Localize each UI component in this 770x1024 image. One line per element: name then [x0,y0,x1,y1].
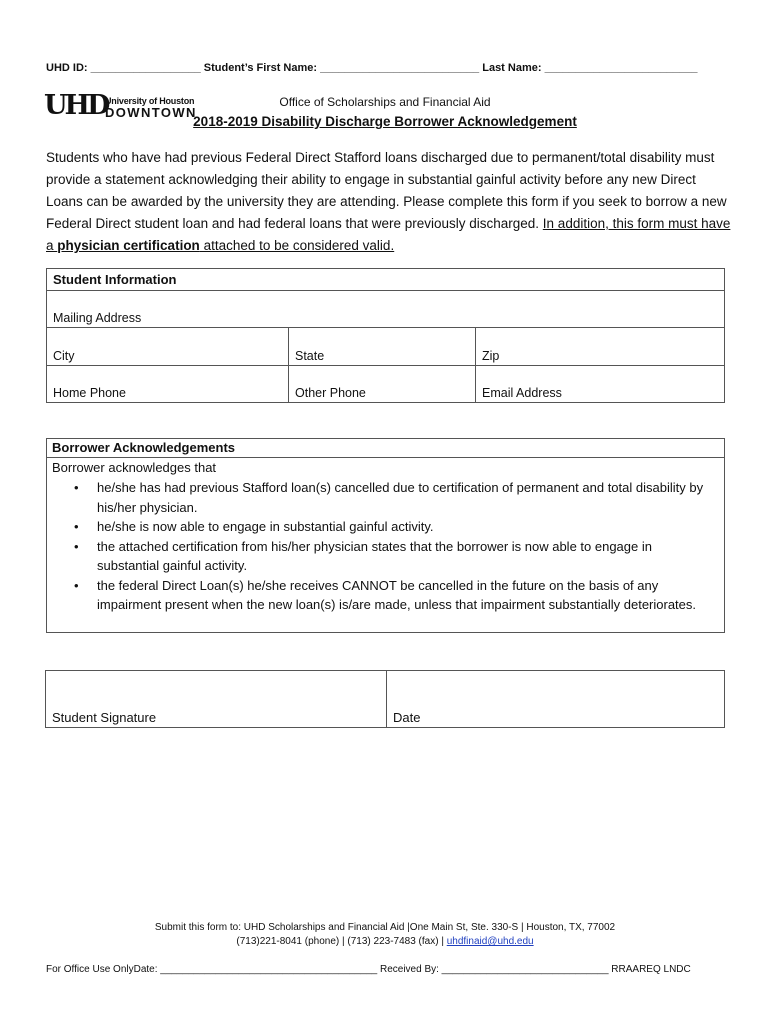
list-item: • he/she has had previous Stafford loan(s) cancelled due to certification of permanent and total disability by his/her physician. [74,480,704,515]
intro-text: Students who have had previous Federal Direct Stafford loans discharged due to permanent/total disability must provide a statement acknowledging their ability to engage in substantial gainful activity before any new Direct Loans can be awarded by the university they are attending. Please complete this form if you seek to borrow a new Federal Direct student loan and had federal loans that were previously discharged. [46,150,727,231]
contact-line [0,936,770,947]
divider [46,365,725,366]
divider [46,327,725,328]
student-signature-field[interactable]: Student Signature [52,710,157,725]
other-phone-field[interactable]: Other Phone [295,386,366,400]
intro-underlined-notice: In addition, this form must have a physician certification attached to be considered valid. [46,216,731,253]
student-info-table [46,268,725,403]
bullet-icon: • [74,480,79,495]
divider [46,457,725,458]
divider [475,327,476,403]
intro-paragraph [46,147,736,257]
mailing-address-field[interactable]: Mailing Address [53,311,142,325]
bullet-icon: • [74,577,79,593]
student-id-line: UHD ID: __________________ Student’s First Name: __________________________ Last Name: _________________________ [46,62,698,74]
physician-certification-emphasis: physician certification [57,238,200,253]
bullet-icon: • [74,538,79,554]
office-use-line: For Office Use OnlyDate: _______________________________________ Received By: ______________________________ RRAAREQ LNDC [46,964,691,975]
logo-university-text: University of Houston [105,96,195,106]
form-title: 2018-2019 Disability Discharge Borrower Acknowledgement [193,114,577,129]
logo-mark: UHD [44,90,108,121]
list-item: • the federal Direct Loan(s) he/she receives CANNOT be cancelled in the future on the basis of any impairment present when the new loan(s) is/are made, unless that impairment substantially deteriorates. [74,577,697,612]
email-address-field[interactable]: Email Address [482,386,562,400]
phone-fax: (713)221-8041 (phone) | (713) 223-7483 (fax) | [236,936,447,947]
submit-instructions: Submit this form to: UHD Scholarships and Financial Aid |One Main St, Ste. 330-S | Houston, TX, 77002 [154,922,616,933]
logo-campus-text: DOWNTOWN [105,105,197,120]
city-field[interactable]: City [53,349,75,363]
home-phone-field[interactable]: Home Phone [53,386,126,400]
date-field[interactable]: Date [393,710,421,725]
acknowledgements-heading: Borrower Acknowledgements [52,440,236,455]
office-name: Office of Scholarships and Financial Aid [279,95,491,109]
zip-field[interactable]: Zip [482,349,500,363]
list-item: • he/she is now able to engage in substantial gainful activity. [52,517,712,537]
state-field[interactable]: State [295,349,325,363]
acknowledgement-list [52,478,712,615]
acknowledgements-intro: Borrower acknowledges that [52,460,217,475]
divider [288,327,289,403]
bullet-icon: • [74,519,79,534]
divider [386,670,387,728]
email-link[interactable]: uhdfinaid@uhd.edu [446,936,534,947]
student-info-heading: Student Information [53,272,177,287]
list-item: • the attached certification from his/her physician states that the borrower is now able to engage in substantial gainful activity. [74,538,652,573]
divider [46,290,725,291]
